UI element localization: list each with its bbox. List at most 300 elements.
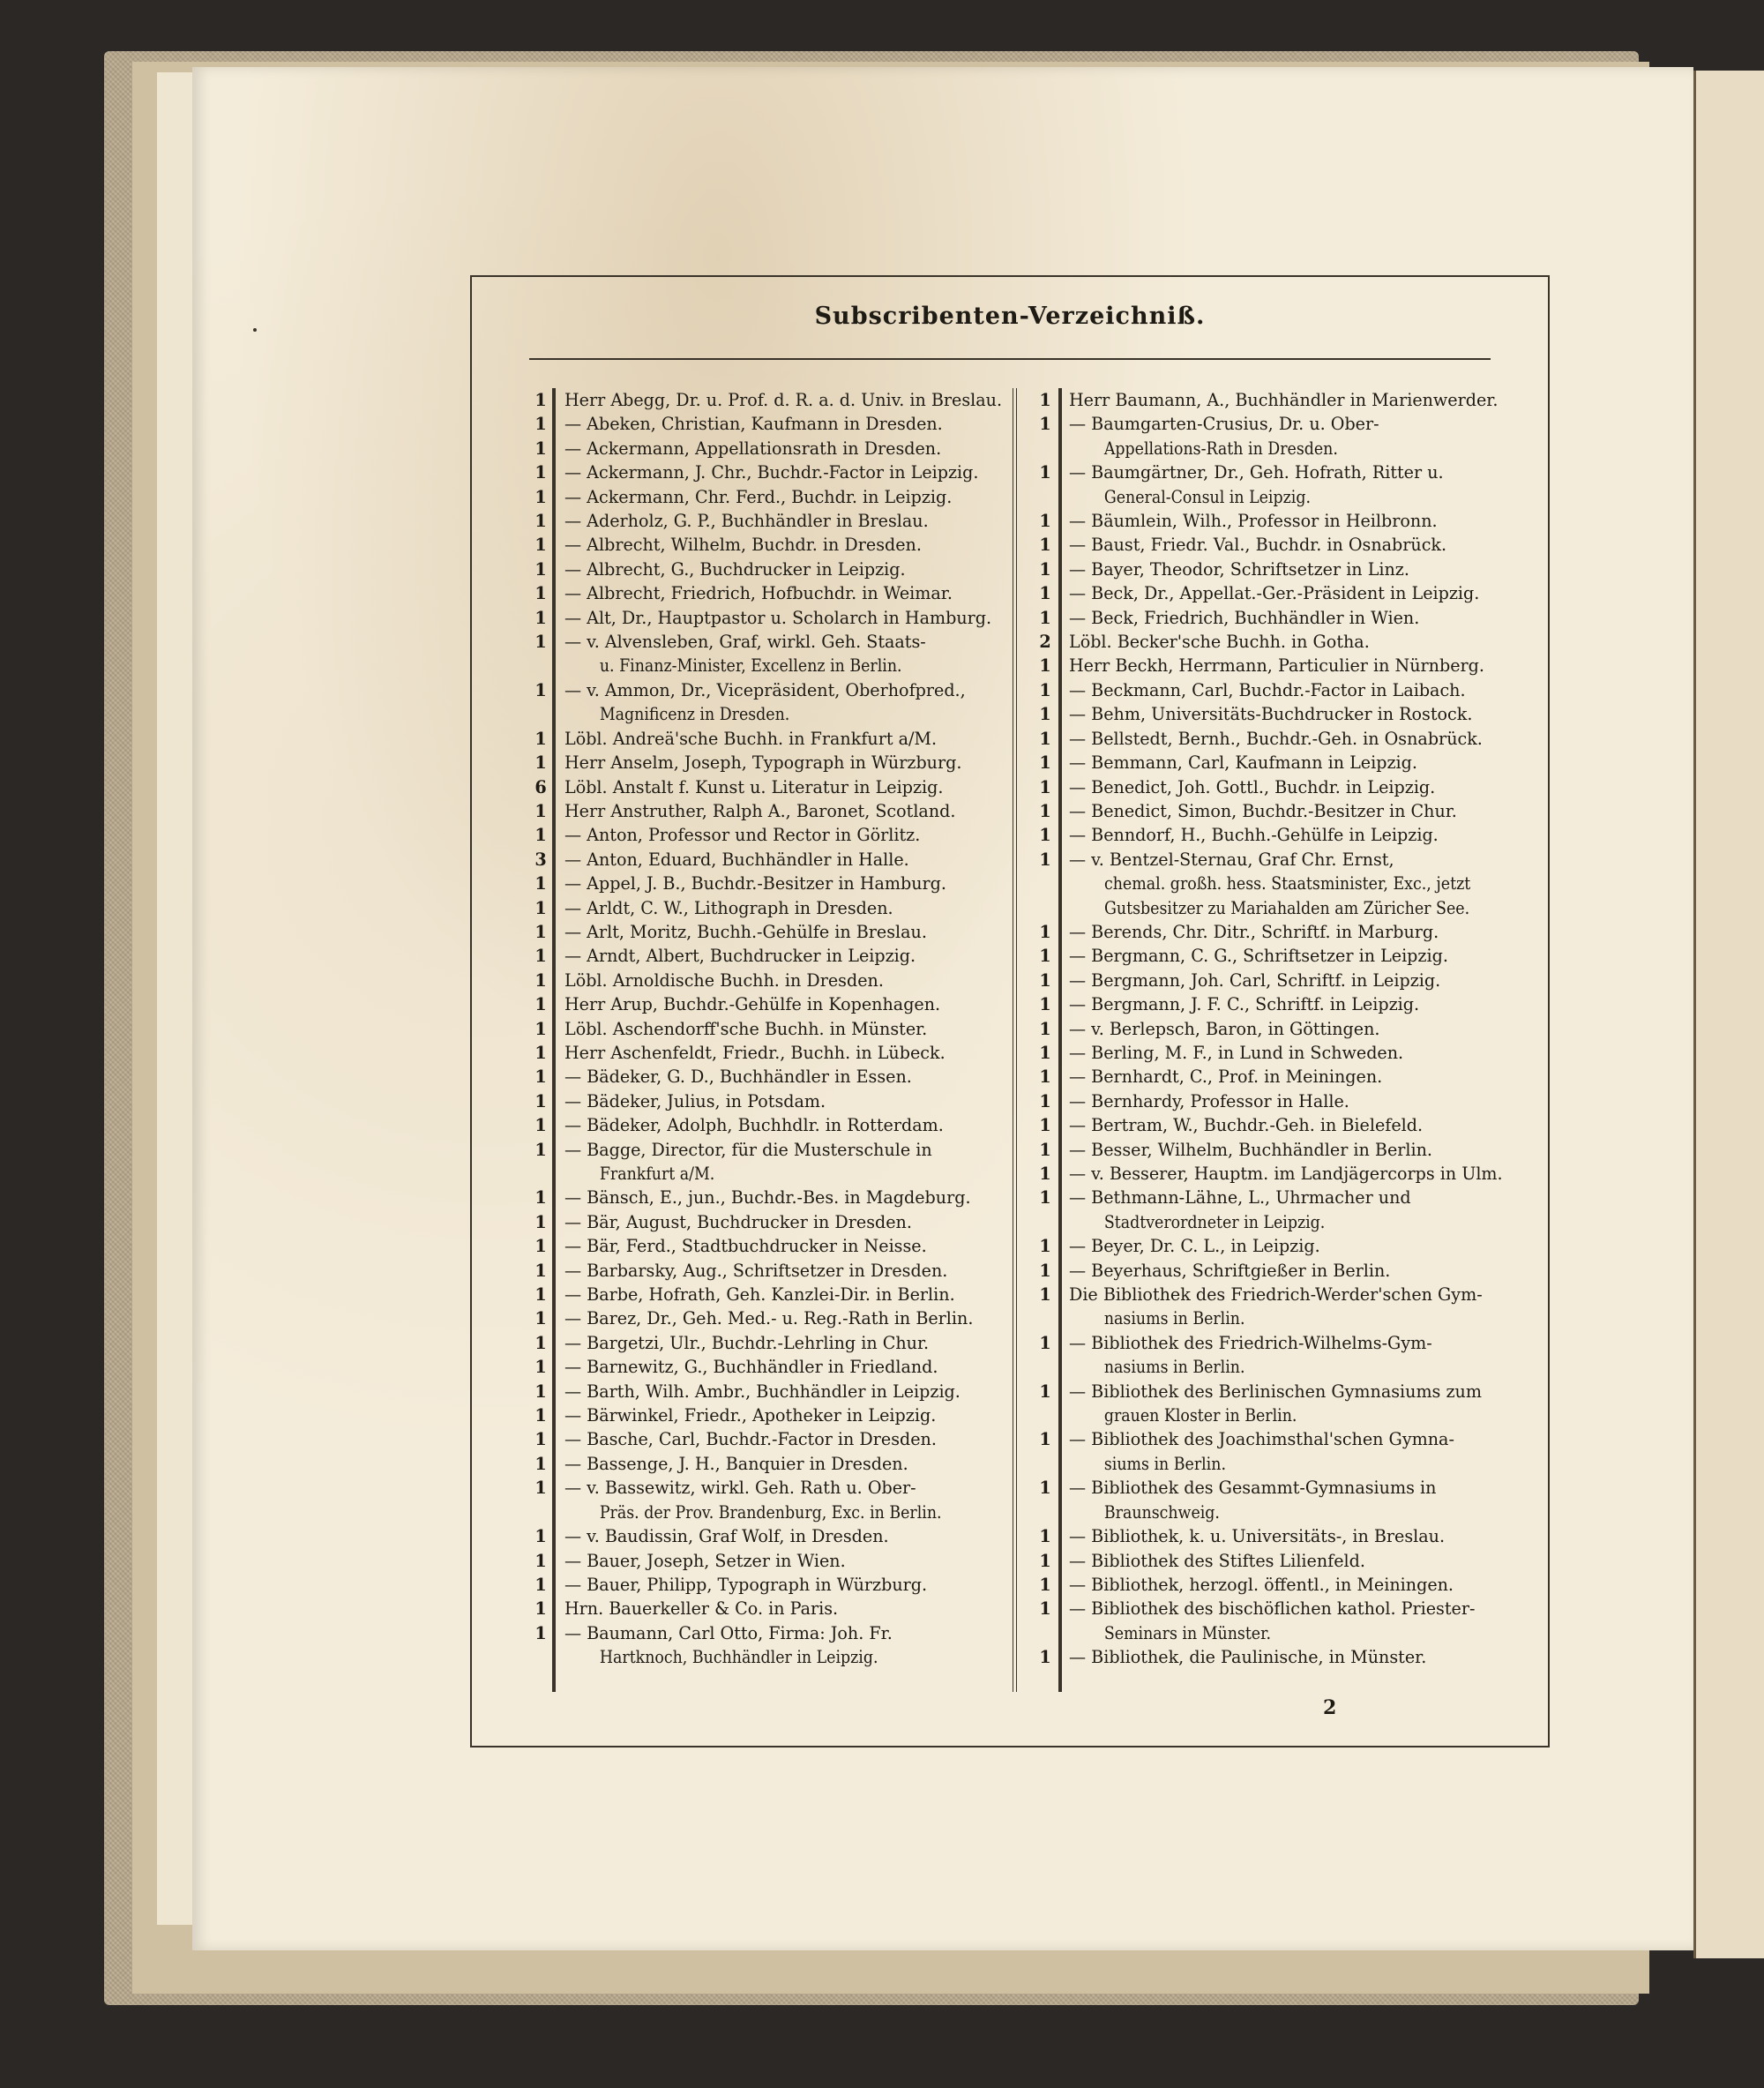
subscriber-name: — Beyerhaus, Schriftgießer in Berlin. xyxy=(1069,1260,1391,1281)
subscriber-name: — v. Baudissin, Graf Wolf, in Dresden. xyxy=(564,1526,889,1547)
subscriber-text xyxy=(1057,751,1501,775)
subscriber-name: — Abeken, Christian, Kaufmann in Dresden. xyxy=(564,414,943,435)
subscriber-continuation: Appellations-Rath in Dresden. xyxy=(1103,438,1338,459)
copies-count: 1 xyxy=(534,1139,547,1160)
column-divider xyxy=(1013,388,1017,1692)
subscriber-entry xyxy=(1034,1113,1501,1137)
subscriber-text xyxy=(1057,1065,1501,1089)
subscriber-continuation: chemal. großh. hess. Staatsminister, Exc., jetzt xyxy=(1103,873,1471,894)
subscriber-entry xyxy=(529,775,995,799)
subscriber-name: — v. Bentzel-Sternau, Graf Chr. Ernst, xyxy=(1069,849,1394,870)
subscriber-entry xyxy=(1034,460,1501,509)
subscriber-text xyxy=(1057,1113,1501,1137)
subscriber-entry xyxy=(1034,558,1501,581)
left-column xyxy=(529,388,1003,1692)
subscriber-name: — Baumann, Carl Otto, Firma: Joh. Fr. xyxy=(564,1622,893,1643)
subscriber-entry xyxy=(529,872,995,895)
subscriber-name: — Bärwinkel, Friedr., Apotheker in Leipzig. xyxy=(564,1405,937,1426)
subscriber-continuation: u. Finanz-Minister, Excellenz in Berlin. xyxy=(599,655,902,677)
subscriber-text xyxy=(552,1283,995,1306)
subscriber-text xyxy=(1057,799,1501,823)
subscriber-entry xyxy=(1034,702,1501,726)
subscriber-entry xyxy=(1034,1573,1501,1597)
subscriber-text xyxy=(1057,581,1501,605)
subscriber-entry xyxy=(529,1234,995,1258)
copies-count: 1 xyxy=(1039,1115,1051,1136)
subscriber-name: — Baumgärtner, Dr., Geh. Hofrath, Ritter u. xyxy=(1069,462,1444,483)
subscriber-text xyxy=(1057,1524,1501,1548)
subscriber-text xyxy=(552,799,995,823)
subscriber-name: — Bibliothek des Berlinischen Gymnasiums zum xyxy=(1069,1381,1482,1402)
subscriber-name: — Bibliothek, k. u. Universitäts-, in Breslau. xyxy=(1069,1526,1446,1547)
copies-count: 1 xyxy=(1039,752,1051,774)
copies-count: 1 xyxy=(1039,1429,1051,1450)
copies-count: 1 xyxy=(534,414,547,435)
subscriber-entry xyxy=(529,1380,995,1403)
subscriber-entry xyxy=(529,1573,995,1597)
subscriber-entry xyxy=(529,1597,995,1620)
subscriber-continuation: Präs. der Prov. Brandenburg, Exc. in Berlin. xyxy=(599,1501,942,1523)
subscriber-text xyxy=(1057,1380,1501,1428)
subscriber-text xyxy=(552,581,995,605)
subscriber-entry xyxy=(1034,1089,1501,1113)
title-rule xyxy=(529,358,1491,360)
subscriber-entry xyxy=(1034,630,1501,654)
copies-count: 1 xyxy=(534,1550,547,1571)
subscriber-name: — Behm, Universitäts-Buchdrucker in Rostock. xyxy=(1069,704,1473,725)
copies-count: 1 xyxy=(534,1066,547,1088)
subscriber-continuation: Frankfurt a/M. xyxy=(599,1164,715,1184)
copies-count: 1 xyxy=(1039,1187,1051,1209)
copies-count: 1 xyxy=(1039,1284,1051,1306)
subscriber-name: — v. Berlepsch, Baron, in Göttingen. xyxy=(1069,1018,1380,1039)
subscriber-name: — Bär, Ferd., Stadtbuchdrucker in Neisse. xyxy=(564,1236,927,1257)
copies-count: 1 xyxy=(534,1453,547,1474)
subscriber-name: — Besser, Wilhelm, Buchhändler in Berlin. xyxy=(1069,1139,1433,1160)
subscriber-text xyxy=(1057,678,1501,702)
copies-count: 1 xyxy=(1039,511,1051,532)
subscriber-entry xyxy=(1034,1234,1501,1258)
copies-count: 1 xyxy=(534,728,547,749)
subscriber-entry xyxy=(529,1041,995,1065)
subscriber-entry xyxy=(1034,1065,1501,1089)
subscriber-name: — Appel, J. B., Buchdr.-Besitzer in Hamburg. xyxy=(564,873,946,894)
copies-count: 1 xyxy=(534,994,547,1015)
subscriber-text xyxy=(552,1259,995,1283)
copies-count: 1 xyxy=(1039,655,1051,677)
subscriber-name: — Bethmann-Lähne, L., Uhrmacher und xyxy=(1069,1187,1411,1209)
subscriber-text xyxy=(1057,1089,1501,1113)
copies-count: 1 xyxy=(534,825,547,846)
copies-count: 1 xyxy=(1039,1042,1051,1063)
subscriber-name: — Bauer, Joseph, Setzer in Wien. xyxy=(564,1550,846,1571)
subscriber-entry xyxy=(529,1259,995,1283)
subscriber-name: — Baust, Friedr. Val., Buchdr. in Osnabrück. xyxy=(1069,535,1447,556)
subscriber-entry xyxy=(529,581,995,605)
copies-count: 1 xyxy=(1039,414,1051,435)
subscriber-name: — Benedict, Simon, Buchdr.-Besitzer in Chur. xyxy=(1069,800,1457,821)
subscriber-text xyxy=(552,1306,995,1330)
subscriber-name: — Bädeker, G. D., Buchhändler in Essen. xyxy=(564,1066,912,1088)
copies-count: 1 xyxy=(534,752,547,774)
subscriber-entry xyxy=(1034,1427,1501,1476)
subscriber-text xyxy=(1057,412,1501,460)
subscriber-text xyxy=(552,969,995,992)
subscriber-text xyxy=(1057,1645,1501,1669)
subscriber-continuation: Hartknoch, Buchhändler in Leipzig. xyxy=(599,1647,878,1668)
subscriber-text xyxy=(552,485,995,509)
subscriber-entry xyxy=(529,1089,995,1113)
subscriber-text xyxy=(552,1597,995,1620)
subscriber-entry xyxy=(529,1017,995,1041)
subscriber-name: Löbl. Arnoldische Buchh. in Dresden. xyxy=(564,969,884,991)
subscriber-name: Löbl. Becker'sche Buchh. in Gotha. xyxy=(1069,632,1370,653)
copies-count: 6 xyxy=(534,776,547,797)
subscriber-name: — Bibliothek des Gesammt-Gymnasiums in xyxy=(1069,1478,1437,1499)
copies-count: 1 xyxy=(534,1574,547,1595)
subscriber-name: — Bergmann, Joh. Carl, Schriftf. in Leipzig. xyxy=(1069,969,1441,991)
copies-count: 1 xyxy=(1039,994,1051,1015)
copies-count: 1 xyxy=(534,1357,547,1378)
copies-count: 1 xyxy=(1039,1260,1051,1281)
subscriber-entry xyxy=(529,1621,995,1670)
copies-count: 1 xyxy=(1039,946,1051,967)
subscriber-entry xyxy=(1034,1549,1501,1573)
subscriber-name: — Alt, Dr., Hauptpastor u. Scholarch in Hamburg. xyxy=(564,607,992,628)
subscriber-text xyxy=(552,872,995,895)
subscriber-entry xyxy=(1034,1138,1501,1162)
subscriber-text xyxy=(1057,558,1501,581)
subscriber-name: — Albrecht, Wilhelm, Buchdr. in Dresden. xyxy=(564,535,922,556)
subscriber-entry xyxy=(1034,1331,1501,1380)
subscriber-name: — Bäumlein, Wilh., Professor in Heilbronn. xyxy=(1069,511,1438,532)
copies-count: 1 xyxy=(1039,462,1051,483)
subscriber-entry xyxy=(529,1476,995,1524)
subscriber-text xyxy=(1057,1476,1501,1524)
copies-count: 1 xyxy=(1039,1478,1051,1499)
subscriber-text xyxy=(552,944,995,968)
subscriber-entry xyxy=(529,437,995,460)
subscriber-entry xyxy=(529,727,995,751)
subscriber-entry xyxy=(1034,678,1501,702)
subscriber-name: — Bergmann, C. G., Schriftsetzer in Leipzig. xyxy=(1069,946,1448,967)
subscriber-name: — Anton, Professor und Rector in Görlitz. xyxy=(564,825,921,846)
subscriber-name: — Barez, Dr., Geh. Med.- u. Reg.-Rath in Berlin. xyxy=(564,1308,974,1329)
subscriber-name: — Bergmann, J. F. C., Schriftf. in Leipzig. xyxy=(1069,994,1420,1015)
subscriber-continuation: Seminars in Münster. xyxy=(1103,1622,1272,1643)
subscriber-text xyxy=(552,848,995,872)
subscriber-entry xyxy=(529,1283,995,1306)
subscriber-entry xyxy=(529,823,995,847)
subscriber-name: — Ackermann, J. Chr., Buchdr.-Factor in Leipzig. xyxy=(564,462,979,483)
subscriber-text xyxy=(552,1186,995,1209)
copies-count: 1 xyxy=(1039,704,1051,725)
subscriber-name: Hrn. Bauerkeller & Co. in Paris. xyxy=(564,1598,839,1620)
copies-count: 1 xyxy=(1039,728,1051,749)
subscriber-text xyxy=(1057,920,1501,944)
subscriber-entry xyxy=(529,606,995,630)
subscriber-text xyxy=(552,460,995,484)
copies-count: 1 xyxy=(534,1284,547,1306)
subscriber-text xyxy=(552,1017,995,1041)
subscriber-text xyxy=(552,920,995,944)
subscriber-name: Herr Arup, Buchdr.-Gehülfe in Kopenhagen. xyxy=(564,994,941,1015)
copies-count: 1 xyxy=(534,1622,547,1643)
subscriber-continuation: General-Consul in Leipzig. xyxy=(1103,486,1311,507)
subscriber-entry xyxy=(529,630,995,678)
copies-count: 1 xyxy=(534,607,547,628)
subscriber-name: Herr Aschenfeldt, Friedr., Buchh. in Lübeck. xyxy=(564,1042,946,1063)
subscriber-text xyxy=(1057,1186,1501,1234)
subscriber-continuation: Magnificenz in Dresden. xyxy=(599,704,790,725)
subscriber-text xyxy=(552,751,995,775)
copies-count: 1 xyxy=(1039,1526,1051,1547)
subscriber-entry xyxy=(529,1113,995,1137)
page-number: 2 xyxy=(1323,1696,1337,1719)
copies-count: 1 xyxy=(1039,776,1051,797)
subscriber-name: — Bemmann, Carl, Kaufmann in Leipzig. xyxy=(1069,752,1417,774)
copies-count: 1 xyxy=(534,511,547,532)
subscriber-name: — Bassenge, J. H., Banquier in Dresden. xyxy=(564,1453,908,1474)
subscriber-name: Löbl. Anstalt f. Kunst u. Literatur in Leipzig. xyxy=(564,776,944,797)
subscriber-text xyxy=(1057,848,1511,920)
copies-count: 1 xyxy=(1039,969,1051,991)
subscriber-text xyxy=(1057,1331,1501,1380)
copies-count: 1 xyxy=(1039,1574,1051,1595)
subscriber-name: — Bibliothek des Stiftes Lilienfeld. xyxy=(1069,1550,1365,1571)
subscriber-name: — Barth, Wilh. Ambr., Buchhändler in Leipzig. xyxy=(564,1381,960,1402)
subscriber-name: — Bibliothek des Joachimsthal'schen Gymna- xyxy=(1069,1429,1454,1450)
copies-count: 1 xyxy=(1039,535,1051,556)
subscriber-entry xyxy=(529,848,995,872)
copies-count: 2 xyxy=(1039,632,1051,653)
copies-count: 1 xyxy=(534,921,547,942)
subscriber-name: — v. Besserer, Hauptm. im Landjägercorps in Ulm. xyxy=(1069,1164,1503,1184)
subscriber-text xyxy=(1057,1259,1501,1283)
subscriber-text xyxy=(552,1089,995,1113)
subscriber-name: — Berling, M. F., in Lund in Schweden. xyxy=(1069,1042,1404,1063)
subscriber-name: Herr Beckh, Herrmann, Particulier in Nürnberg. xyxy=(1069,655,1484,677)
copies-count: 1 xyxy=(1039,849,1051,870)
ink-speck xyxy=(253,328,257,332)
subscriber-text xyxy=(552,533,995,557)
subscriber-entry xyxy=(529,1210,995,1234)
subscriber-name: — v. Bassewitz, wirkl. Geh. Rath u. Ober- xyxy=(564,1478,916,1499)
subscriber-name: — Baumgarten-Crusius, Dr. u. Ober- xyxy=(1069,414,1379,435)
subscriber-text xyxy=(1057,606,1501,630)
subscriber-entry xyxy=(529,1331,995,1355)
subscriber-entry xyxy=(529,1065,995,1089)
subscriber-text xyxy=(552,1041,995,1065)
subscriber-entry xyxy=(1034,1476,1501,1524)
copies-count: 1 xyxy=(534,969,547,991)
subscriber-entry xyxy=(1034,1597,1501,1645)
subscriber-entry xyxy=(529,920,995,944)
subscriber-text xyxy=(1057,944,1501,968)
subscriber-text xyxy=(1057,1427,1501,1476)
subscriber-text xyxy=(1057,533,1501,557)
subscriber-name: — v. Ammon, Dr., Vicepräsident, Oberhofpred., xyxy=(564,679,966,700)
subscriber-name: Herr Anselm, Joseph, Typograph in Würzburg. xyxy=(564,752,962,774)
subscriber-name: — Bibliothek des Friedrich-Wilhelms-Gym- xyxy=(1069,1332,1432,1353)
subscriber-name: — Albrecht, Friedrich, Hofbuchdr. in Weimar. xyxy=(564,583,953,604)
subscriber-entry xyxy=(1034,654,1501,677)
subscriber-continuation: siums in Berlin. xyxy=(1103,1453,1226,1474)
copies-count: 1 xyxy=(1039,921,1051,942)
subscriber-entry xyxy=(529,799,995,823)
subscriber-entry xyxy=(1034,388,1501,412)
copies-count: 1 xyxy=(1039,1332,1051,1353)
subscriber-entry xyxy=(529,533,995,557)
subscriber-entry xyxy=(529,1355,995,1379)
subscriber-text xyxy=(552,775,995,799)
subscriber-name: — Ackermann, Appellationsrath in Dresden. xyxy=(564,438,942,459)
subscriber-entry xyxy=(1034,775,1501,799)
subscriber-text xyxy=(1057,1283,1501,1331)
subscriber-entry xyxy=(529,460,995,484)
copies-count: 1 xyxy=(534,462,547,483)
copies-count: 1 xyxy=(534,1478,547,1499)
subscriber-entry xyxy=(529,1524,995,1548)
copies-count: 1 xyxy=(534,1187,547,1209)
subscriber-text xyxy=(1057,823,1501,847)
subscriber-text xyxy=(1057,775,1501,799)
subscriber-entry xyxy=(1034,606,1501,630)
subscriber-name: — Barbe, Hofrath, Geh. Kanzlei-Dir. in Berlin. xyxy=(564,1284,955,1306)
subscriber-entry xyxy=(529,1427,995,1451)
subscriber-text xyxy=(1057,1041,1501,1065)
subscriber-entry xyxy=(1034,1645,1501,1669)
subscriber-name: — Bibliothek des bischöflichen kathol. Priester- xyxy=(1069,1598,1476,1620)
subscriber-text xyxy=(552,558,995,581)
subscriber-text xyxy=(552,1452,995,1476)
copies-count: 1 xyxy=(1039,1647,1051,1668)
subscriber-entry xyxy=(529,1403,995,1427)
copies-count: 1 xyxy=(534,390,547,410)
facing-page-edge xyxy=(1693,71,1764,1958)
copies-count: 1 xyxy=(1039,1164,1051,1184)
subscriber-text xyxy=(552,1138,995,1186)
copies-count: 1 xyxy=(534,1332,547,1353)
subscriber-name: — Bayer, Theodor, Schriftsetzer in Linz. xyxy=(1069,558,1409,580)
subscriber-entry xyxy=(1034,1524,1501,1548)
subscriber-entry xyxy=(1034,412,1501,460)
copies-count: 1 xyxy=(534,486,547,507)
copies-count: 1 xyxy=(534,583,547,604)
subscriber-entry xyxy=(529,992,995,1016)
subscriber-name: Herr Abegg, Dr. u. Prof. d. R. a. d. Univ. in Breslau. xyxy=(564,390,1003,410)
copies-count: 1 xyxy=(534,1429,547,1450)
subscriber-name: Herr Anstruther, Ralph A., Baronet, Scotland. xyxy=(564,800,956,821)
copies-count: 1 xyxy=(1039,1018,1051,1039)
subscriber-text xyxy=(1057,1573,1501,1597)
copies-count: 1 xyxy=(1039,390,1051,410)
subscriber-text xyxy=(1057,460,1501,509)
subscriber-text xyxy=(1057,1597,1501,1645)
copies-count: 1 xyxy=(534,679,547,700)
subscriber-entry xyxy=(1034,848,1501,920)
copies-count: 1 xyxy=(534,438,547,459)
subscriber-name: Herr Baumann, A., Buchhändler in Marienwerder. xyxy=(1069,390,1499,410)
subscriber-text xyxy=(552,412,995,436)
subscriber-text xyxy=(552,1403,995,1427)
subscriber-text xyxy=(552,1355,995,1379)
subscriber-name: — Albrecht, G., Buchdrucker in Leipzig. xyxy=(564,558,906,580)
subscriber-name: — Bargetzi, Ulr., Buchdr.-Lehrling in Chur. xyxy=(564,1332,930,1353)
subscriber-text xyxy=(1057,727,1501,751)
subscriber-text xyxy=(1057,1017,1501,1041)
copies-count: 1 xyxy=(534,1308,547,1329)
copies-count: 1 xyxy=(534,535,547,556)
copies-count: 1 xyxy=(534,873,547,894)
copies-count: 1 xyxy=(1039,825,1051,846)
subscriber-entry xyxy=(529,485,995,509)
subscriber-name: — Arlt, Moritz, Buchh.-Gehülfe in Breslau. xyxy=(564,921,927,942)
subscriber-entry xyxy=(529,969,995,992)
subscriber-name: — Arldt, C. W., Lithograph in Dresden. xyxy=(564,897,893,918)
subscriber-text xyxy=(1057,1162,1505,1186)
subscriber-entry xyxy=(529,1186,995,1209)
subscriber-entry xyxy=(529,1138,995,1186)
copies-count: 1 xyxy=(534,800,547,821)
subscriber-name: — Bibliothek, herzogl. öffentl., in Meiningen. xyxy=(1069,1574,1454,1595)
subscriber-name: — Anton, Eduard, Buchhändler in Halle. xyxy=(564,849,909,870)
subscriber-name: — Aderholz, G. P., Buchhändler in Breslau. xyxy=(564,511,929,532)
subscriber-text xyxy=(552,1065,995,1089)
subscriber-continuation: Gutsbesitzer zu Mariahalden am Züricher See. xyxy=(1103,897,1470,918)
subscriber-name: — Ackermann, Chr. Ferd., Buchdr. in Leipzig. xyxy=(564,486,953,507)
subscriber-entry xyxy=(529,1549,995,1573)
subscriber-entry xyxy=(1034,1283,1501,1331)
subscriber-entry xyxy=(529,388,1003,412)
subscriber-continuation: nasiums in Berlin. xyxy=(1103,1308,1245,1329)
copies-count: 1 xyxy=(534,1115,547,1136)
copies-count: 1 xyxy=(534,1211,547,1232)
subscriber-entry xyxy=(529,509,995,533)
subscriber-name: — v. Alvensleben, Graf, wirkl. Geh. Staats- xyxy=(564,632,926,653)
subscriber-entry xyxy=(1034,823,1501,847)
subscriber-entry xyxy=(1034,920,1501,944)
subscriber-entry xyxy=(1034,533,1501,557)
copies-count: 3 xyxy=(534,849,547,870)
subscriber-entry xyxy=(1034,1259,1501,1283)
subscriber-entry xyxy=(1034,1186,1501,1234)
subscriber-text xyxy=(552,1524,995,1548)
subscriber-entry xyxy=(529,751,995,775)
copies-count: 1 xyxy=(534,1260,547,1281)
subscriber-text xyxy=(1057,388,1501,412)
subscriber-name: — Beyer, Dr. C. L., in Leipzig. xyxy=(1069,1236,1320,1257)
subscriber-text xyxy=(552,1113,995,1137)
subscriber-text xyxy=(552,1234,995,1258)
subscriber-text xyxy=(552,992,995,1016)
subscriber-name: — Arndt, Albert, Buchdrucker in Leipzig. xyxy=(564,946,916,967)
copies-count: 1 xyxy=(534,558,547,580)
copies-count: 1 xyxy=(534,1236,547,1257)
subscriber-name: — Benedict, Joh. Gottl., Buchdr. in Leipzig. xyxy=(1069,776,1436,797)
subscriber-continuation: nasiums in Berlin. xyxy=(1103,1357,1245,1378)
copies-count: 1 xyxy=(534,897,547,918)
subscriber-text xyxy=(552,1476,995,1524)
copies-count: 1 xyxy=(534,1018,547,1039)
subscriber-text xyxy=(1057,969,1501,992)
subscriber-entry xyxy=(1034,751,1501,775)
subscriber-text xyxy=(552,727,995,751)
subscriber-text xyxy=(1057,702,1501,726)
subscriber-text xyxy=(1057,992,1501,1016)
copies-count: 1 xyxy=(1039,1090,1051,1111)
copies-count: 1 xyxy=(1039,1550,1051,1571)
